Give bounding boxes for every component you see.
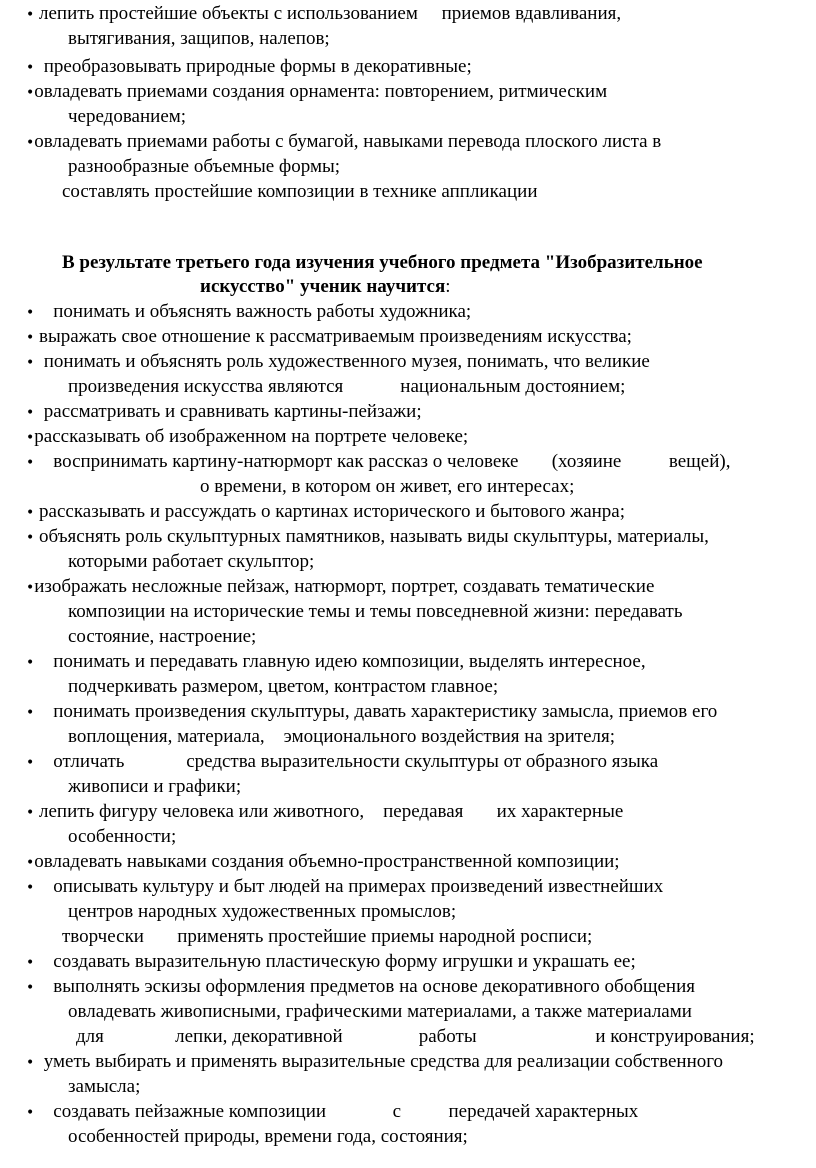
line-text: которыми работает скульптор; [68,551,315,572]
line-text: рассказывать и рассуждать о картинах исторического и бытового жанра; [34,501,626,522]
line-text: объяснять роль скульптурных памятников, называть виды скульптуры, материалы, [34,526,709,547]
bullet-icon: • [26,1105,35,1121]
line-text: овладевать приемами создания орнамента: повторением, ритмическим [34,81,608,102]
bullet-line [26,425,468,450]
text-line [68,1125,468,1149]
line-text: выражать свое отношение к рассматриваемым произведениям искусства; [34,326,632,347]
bullet-icon: • [26,880,35,896]
bullet-line [26,525,709,550]
line-text: центров народных художественных промыслов; [68,901,457,922]
bullet-icon: • [26,430,35,446]
bullet-icon: • [26,855,35,871]
text-line [62,925,592,949]
heading-line [200,275,451,299]
line-text: рассматривать и сравнивать картины-пейзажи; [34,401,422,422]
line-text: творчески применять простейшие приемы народной росписи; [62,926,593,947]
bullet-icon: • [26,955,35,971]
bullet-line [26,800,623,825]
bullet-icon: • [26,505,35,521]
line-text: подчеркивать размером, цветом, контрастом главное; [68,676,499,697]
bullet-icon: • [26,980,35,996]
line-text: выполнять эскизы оформления предметов на основе декоративного обобщения [34,976,695,997]
bullet-line [26,950,636,975]
line-text: уметь выбирать и применять выразительные средства для реализации собственного [34,1051,724,1072]
text-line [68,900,456,924]
bullet-icon: • [26,355,35,371]
bullet-line [26,325,632,350]
bullet-icon: • [26,85,35,101]
bullet-line [26,650,646,675]
bullet-icon: • [26,530,35,546]
text-line [68,600,683,624]
line-text: о времени, в котором он живет, его интересах; [200,476,575,497]
text-line [68,675,498,699]
line-text: овладевать приемами работы с бумагой, навыками перевода плоского листа в [34,131,662,152]
bullet-line [26,850,620,875]
bullet-line [26,130,661,155]
bullet-line [26,575,654,600]
line-text: В результате третьего года изучения учебного предмета "Изобразительное [62,252,703,273]
line-text: понимать произведения скульптуры, давать характеристику замысла, приемов его [34,701,718,722]
line-tail: : [445,276,451,297]
bullet-line [26,1050,723,1075]
bullet-line [26,750,658,775]
heading-line [62,251,703,275]
text-line [76,1025,755,1049]
line-text: вытягивания, защипов, налепов; [68,28,330,49]
line-text: создавать выразительную пластическую форму игрушки и украшать ее; [34,951,636,972]
bullet-icon: • [26,405,35,421]
bullet-icon: • [26,135,35,151]
text-line [62,180,537,204]
text-line [68,775,241,799]
bullet-line [26,450,730,475]
line-text: составлять простейшие композиции в технике аппликации [62,181,538,202]
line-text: состояние, настроение; [68,626,257,647]
text-line [68,725,615,749]
line-text: понимать и передавать главную идею композиции, выделять интересное, [34,651,646,672]
line-text: воспринимать картину-натюрморт как рассказ о человеке (хозяине вещей), [34,451,731,472]
text-line [68,375,625,399]
bullet-icon: • [26,755,35,771]
bullet-icon: • [26,60,35,76]
line-text: лепить фигуру человека или животного, передавая их характерные [34,801,624,822]
line-text: создавать пейзажные композиции с передачей характерных [34,1101,639,1122]
bullet-icon: • [26,655,35,671]
bullet-line [26,975,695,1000]
line-text: особенностей природы, времени года, состояния; [68,1126,468,1147]
line-text: рассказывать об изображенном на портрете человеке; [34,426,469,447]
line-text: произведения искусства являются национальным достоянием; [68,376,626,397]
line-text: овладевать живописными, графическими материалами, а также материалами [68,1001,692,1022]
bullet-icon: • [26,330,35,346]
text-line [68,825,176,849]
line-text: понимать и объяснять важность работы художника; [34,301,472,322]
line-text: лепить простейшие объекты с использованием приемов вдавливания, [34,3,622,24]
bullet-icon: • [26,305,35,321]
bullet-icon: • [26,580,35,596]
text-line [68,550,314,574]
bullet-line [26,80,607,105]
line-text: отличать средства выразительности скульптуры от образного языка [34,751,659,772]
line-text: искусство" ученик научится [200,276,446,297]
line-text: живописи и графики; [68,776,242,797]
line-text: замысла; [68,1076,141,1097]
line-text: понимать и объяснять роль художественного музея, понимать, что великие [34,351,650,372]
bullet-line [26,350,650,375]
bullet-icon: • [26,805,35,821]
bullet-icon: • [26,705,35,721]
bullet-icon: • [26,7,35,23]
bullet-line [26,300,471,325]
line-text: чередованием; [68,106,187,127]
text-line [68,625,256,649]
text-line [68,155,340,179]
line-text: описывать культуру и быт людей на примерах произведений известнейших [34,876,664,897]
line-text: воплощения, материала, эмоционального воздействия на зрителя; [68,726,616,747]
text-line [68,27,330,51]
line-text: для лепки, декоративной работы и конструирования; [76,1026,755,1047]
bullet-icon: • [26,1055,35,1071]
line-text: преобразовывать природные формы в декоративные; [34,56,472,77]
bullet-line [26,700,717,725]
line-text: особенности; [68,826,177,847]
text-line [68,105,186,129]
bullet-line [26,400,422,425]
bullet-line [26,500,625,525]
line-text: композиции на исторические темы и темы повседневной жизни: передавать [68,601,683,622]
text-line [68,1000,692,1024]
line-text: овладевать навыками создания объемно-пространственной композиции; [34,851,620,872]
text-line [200,475,574,499]
line-text: изображать несложные пейзаж, натюрморт, портрет, создавать тематические [34,576,655,597]
bullet-icon: • [26,455,35,471]
bullet-line [26,1100,638,1125]
bullet-line [26,2,621,27]
bullet-line [26,875,663,900]
line-text: разнообразные объемные формы; [68,156,341,177]
text-line [68,1075,140,1099]
bullet-line [26,55,472,80]
